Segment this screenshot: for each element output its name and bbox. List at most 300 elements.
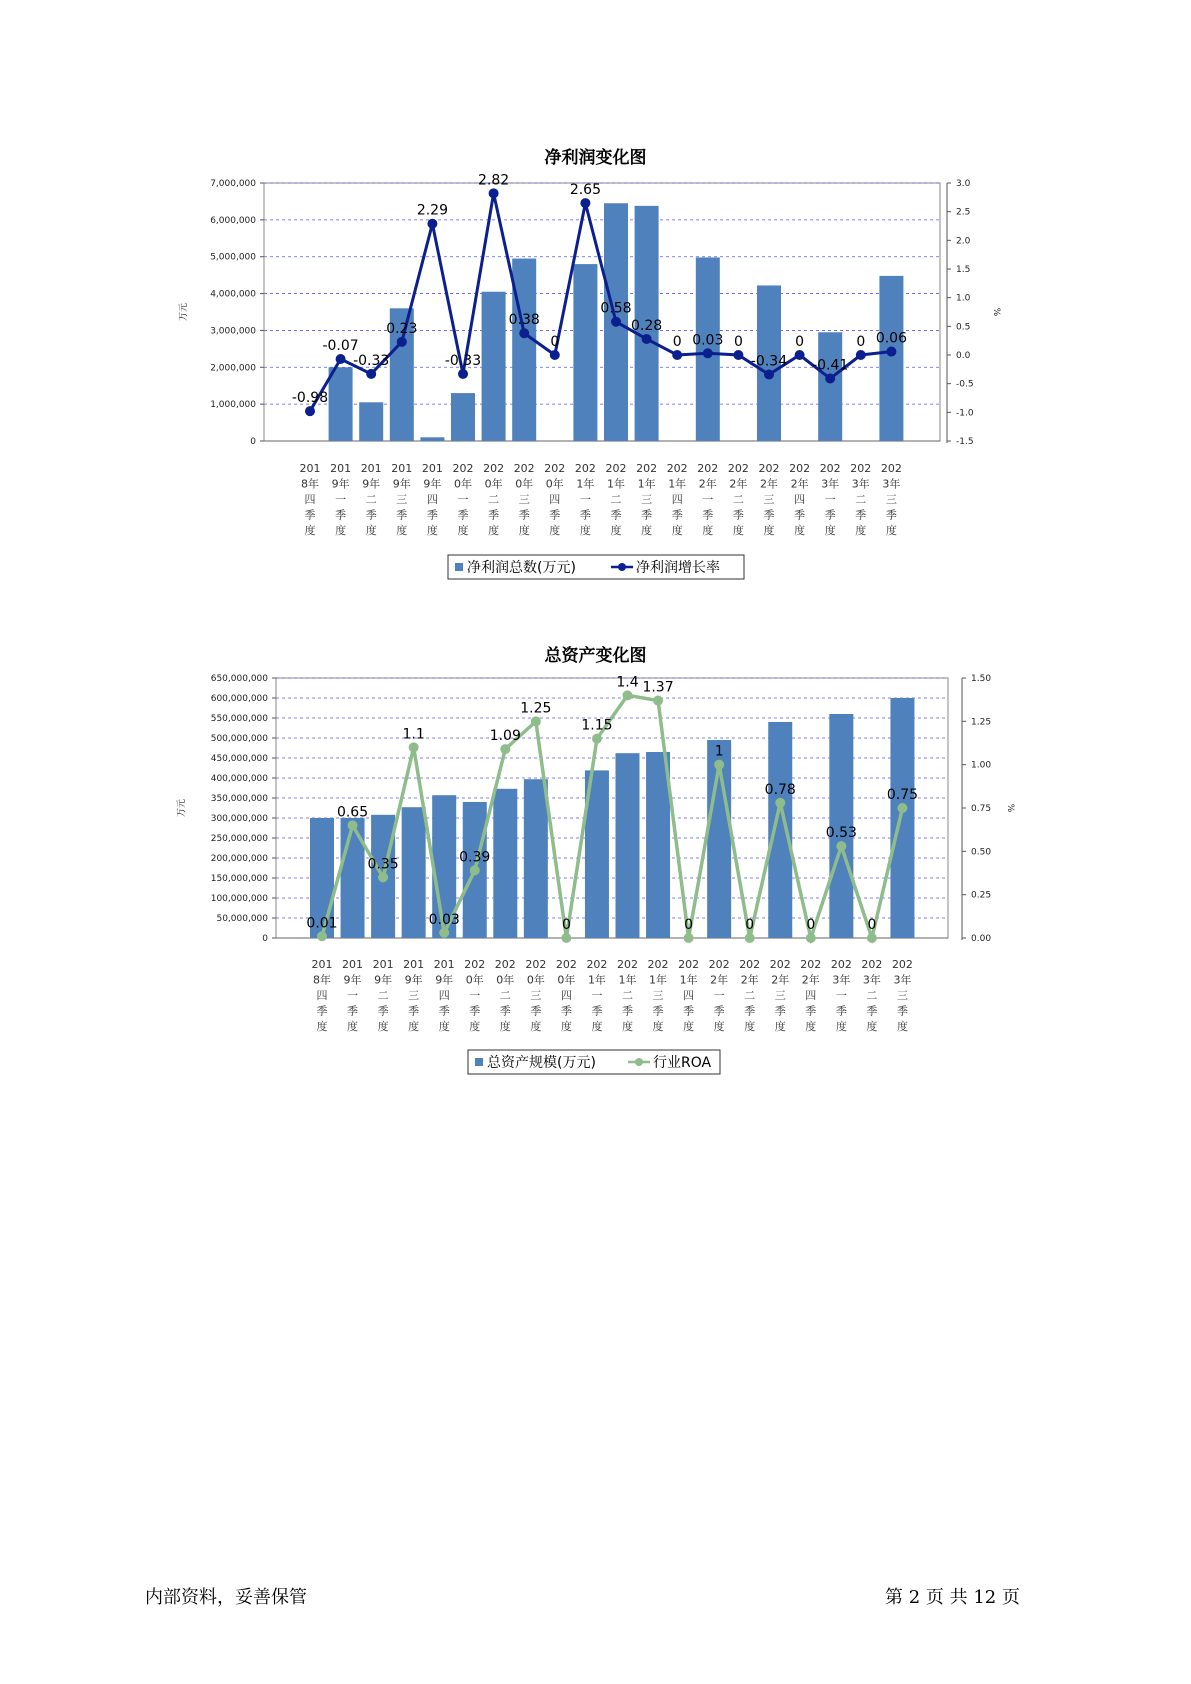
- line-point: [867, 933, 877, 943]
- line-point: [897, 803, 907, 813]
- x-category-label: 季: [794, 508, 806, 522]
- x-category-label: 三: [774, 989, 786, 1002]
- bar: [616, 753, 640, 938]
- x-category-label: 季: [377, 1004, 389, 1018]
- x-category-label: 2年: [801, 973, 820, 987]
- data-label: 0.28: [631, 317, 663, 334]
- left-tick-label: 150,000,000: [210, 874, 268, 884]
- x-category-label: 季: [885, 508, 897, 522]
- data-label: 0: [672, 334, 682, 350]
- line-point: [378, 872, 388, 882]
- x-category-label: 201: [403, 958, 425, 971]
- x-category-label: 三: [641, 493, 653, 506]
- line-point: [439, 928, 449, 938]
- x-category-label: 季: [855, 508, 867, 522]
- x-category-label: 季: [499, 1004, 511, 1018]
- data-label: 0.38: [508, 312, 540, 329]
- x-category-label: 度: [591, 1020, 603, 1033]
- left-tick-label: 3,000,000: [210, 326, 256, 337]
- x-category-label: 202: [861, 958, 883, 971]
- x-category-label: 三: [518, 493, 530, 506]
- right-tick-label: 1.0: [956, 293, 971, 304]
- x-category-label: 季: [347, 1004, 359, 1018]
- x-category-label: 2年: [729, 477, 748, 491]
- x-category-label: 0年: [526, 973, 545, 987]
- x-category-label: 度: [732, 524, 744, 537]
- data-label: 0: [561, 917, 571, 933]
- x-category-label: 0年: [496, 973, 515, 987]
- x-category-label: 3年: [882, 477, 901, 491]
- right-tick-label: 1.25: [971, 717, 992, 728]
- x-category-label: 季: [866, 1004, 878, 1018]
- x-category-label: 季: [713, 1004, 725, 1018]
- right-tick-label: -0.5: [956, 379, 974, 390]
- x-category-label: 202: [727, 462, 749, 475]
- x-category-label: 201: [421, 462, 443, 475]
- x-category-label: 2年: [760, 477, 778, 491]
- bar: [768, 722, 792, 938]
- data-label: 0: [733, 334, 743, 350]
- data-label: -0.41: [812, 357, 849, 374]
- legend-bar-swatch: [475, 1058, 483, 1066]
- legend-line-label: 净利润增长率: [636, 560, 720, 576]
- data-label: 0.06: [875, 330, 907, 347]
- x-category-label: 季: [438, 1004, 450, 1018]
- x-category-label: 2年: [698, 477, 717, 491]
- line-point: [470, 865, 480, 875]
- x-category-label: 三: [763, 493, 775, 506]
- left-tick-label: 1,000,000: [210, 400, 256, 411]
- x-category-label: 202: [678, 958, 700, 971]
- x-category-label: 度: [794, 524, 806, 537]
- right-tick-label: 1.5: [956, 265, 971, 275]
- x-category-label: 四: [549, 493, 561, 506]
- x-category-label: 9年: [343, 973, 362, 987]
- x-category-label: 季: [591, 1004, 603, 1018]
- right-axis-title: %: [991, 307, 1001, 317]
- x-category-label: 9年: [423, 477, 442, 491]
- left-tick-label: 0: [262, 934, 268, 944]
- bar: [402, 807, 426, 938]
- line-point: [806, 933, 816, 943]
- x-category-label: 9年: [404, 973, 423, 987]
- x-category-label: 四: [794, 493, 806, 506]
- left-tick-label: 5,000,000: [210, 252, 256, 263]
- legend-bar-label: 净利润总数(万元): [467, 560, 576, 576]
- x-category-label: 202: [739, 958, 761, 971]
- x-category-label: 四: [683, 989, 695, 1002]
- x-category-label: 一: [702, 493, 714, 506]
- line-point: [317, 931, 327, 941]
- x-category-label: 3年: [832, 973, 851, 987]
- x-category-label: 季: [732, 508, 744, 522]
- legend-bar-label: 总资产规模(万元): [487, 1055, 596, 1071]
- x-category-label: 度: [683, 1020, 695, 1033]
- x-category-label: 季: [457, 508, 469, 522]
- x-category-label: 四: [671, 493, 683, 506]
- line-point: [531, 716, 541, 726]
- x-category-label: 一: [835, 989, 847, 1002]
- x-category-label: 度: [347, 1020, 359, 1033]
- line-point: [684, 933, 694, 943]
- x-category-label: 一: [335, 493, 347, 506]
- data-label: 0.65: [336, 804, 369, 821]
- left-tick-label: 4,000,000: [210, 289, 256, 300]
- x-category-label: 四: [560, 989, 572, 1002]
- right-tick-label: 0.25: [971, 890, 992, 901]
- data-label: 2.82: [478, 172, 510, 189]
- x-category-label: 202: [464, 958, 486, 971]
- x-category-label: 度: [671, 524, 683, 537]
- x-category-label: 度: [641, 524, 653, 537]
- x-category-label: 202: [586, 958, 608, 971]
- data-label: 0.58: [600, 300, 632, 317]
- x-category-label: 季: [835, 1004, 847, 1018]
- x-category-label: 一: [713, 989, 725, 1002]
- right-axis-title: %: [1005, 803, 1015, 813]
- left-tick-label: 650,000,000: [210, 674, 268, 684]
- x-category-label: 三: [652, 989, 664, 1002]
- data-label: 0.03: [428, 911, 460, 928]
- x-category-label: 季: [824, 508, 836, 522]
- x-category-label: 季: [488, 508, 500, 522]
- x-category-label: 201: [433, 958, 455, 971]
- x-category-label: 季: [316, 1004, 328, 1018]
- x-category-label: 202: [800, 958, 822, 971]
- x-category-label: 9年: [392, 477, 411, 491]
- x-category-label: 2年: [771, 973, 790, 987]
- data-label: 0.39: [459, 849, 491, 866]
- x-category-label: 202: [891, 958, 913, 971]
- x-category-label: 0年: [484, 477, 503, 491]
- x-category-label: 季: [763, 508, 775, 522]
- left-tick-label: 6,000,000: [210, 215, 256, 226]
- right-tick-label: -1.0: [956, 408, 974, 419]
- line-point: [623, 690, 633, 700]
- x-category-label: 度: [408, 1020, 420, 1033]
- x-category-label: 202: [494, 958, 516, 971]
- x-category-label: 度: [774, 1020, 786, 1033]
- x-category-label: 四: [304, 493, 316, 506]
- x-category-label: 202: [452, 462, 474, 475]
- data-label: 0.75: [886, 787, 919, 803]
- x-category-label: 度: [396, 524, 408, 537]
- x-category-label: 四: [426, 493, 438, 506]
- data-label: 0: [684, 917, 694, 933]
- x-category-label: 202: [830, 958, 852, 971]
- data-label: 0.53: [825, 825, 857, 842]
- x-category-label: 202: [513, 462, 535, 475]
- x-category-label: 季: [702, 508, 714, 522]
- x-category-label: 度: [316, 1020, 328, 1033]
- right-tick-label: -1.5: [956, 437, 974, 447]
- data-label: -0.07: [322, 338, 359, 355]
- x-category-label: 三: [530, 989, 542, 1002]
- line-point: [561, 933, 571, 943]
- x-category-label: 202: [819, 462, 841, 475]
- x-category-label: 202: [708, 958, 730, 971]
- right-tick-label: 0.0: [956, 351, 971, 361]
- x-category-label: 1年: [618, 973, 637, 987]
- x-category-label: 二: [744, 989, 756, 1002]
- x-category-label: 202: [555, 958, 577, 971]
- x-category-label: 202: [617, 958, 638, 971]
- x-category-label: 1年: [607, 477, 625, 491]
- data-label: 1.1: [402, 726, 425, 743]
- x-category-label: 202: [605, 462, 627, 475]
- x-category-label: 度: [426, 524, 438, 537]
- x-category-label: 201: [360, 462, 382, 475]
- right-tick-label: 2.0: [956, 236, 971, 247]
- right-tick-label: 1.00: [971, 760, 992, 771]
- left-tick-label: 200,000,000: [210, 854, 268, 864]
- data-label: 0: [867, 917, 877, 933]
- x-category-label: 1年: [637, 477, 656, 491]
- x-category-label: 三: [885, 493, 897, 506]
- x-category-label: 9年: [331, 477, 350, 491]
- data-label: 0: [745, 917, 755, 933]
- x-category-label: 一: [579, 493, 591, 506]
- left-tick-label: 100,000,000: [210, 894, 268, 904]
- x-category-label: 季: [610, 508, 622, 522]
- x-category-label: 度: [304, 524, 316, 537]
- x-category-label: 202: [647, 958, 669, 971]
- x-category-label: 0年: [557, 973, 576, 987]
- x-category-label: 二: [622, 989, 633, 1002]
- x-category-label: 1年: [576, 477, 595, 491]
- left-tick-label: 500,000,000: [210, 734, 268, 744]
- x-category-label: 二: [488, 493, 500, 506]
- x-category-label: 度: [377, 1020, 389, 1033]
- data-label: 1.09: [489, 728, 521, 745]
- line-point: [836, 841, 846, 851]
- bar: [493, 789, 517, 938]
- x-category-label: 度: [896, 1020, 908, 1033]
- x-category-label: 度: [805, 1020, 817, 1033]
- x-category-label: 二: [499, 989, 511, 1002]
- x-category-label: 季: [896, 1004, 908, 1018]
- x-category-label: 度: [469, 1020, 481, 1033]
- x-category-label: 季: [335, 508, 347, 522]
- bar: [646, 752, 670, 938]
- right-tick-label: 0.75: [971, 804, 992, 814]
- x-category-label: 202: [483, 462, 505, 475]
- x-category-label: 一: [347, 989, 359, 1002]
- x-category-label: 3年: [862, 973, 881, 987]
- data-label: 0.35: [367, 856, 399, 873]
- x-category-label: 度: [885, 524, 897, 537]
- x-category-label: 202: [789, 462, 811, 475]
- data-label: 1.37: [642, 679, 674, 696]
- x-category-label: 202: [636, 462, 658, 475]
- bar: [890, 698, 914, 938]
- left-axis-title: 万元: [179, 302, 189, 322]
- x-category-label: 202: [697, 462, 719, 475]
- data-label: -0.34: [750, 353, 788, 370]
- x-category-label: 3年: [893, 973, 912, 987]
- x-category-label: 8年: [301, 477, 319, 491]
- x-category-label: 1年: [587, 973, 606, 987]
- left-tick-label: 600,000,000: [210, 694, 268, 704]
- x-category-label: 季: [774, 1004, 786, 1018]
- x-category-label: 202: [758, 462, 780, 475]
- x-category-label: 季: [549, 508, 561, 522]
- line-point: [348, 820, 358, 830]
- left-tick-label: 450,000,000: [210, 754, 268, 764]
- x-category-label: 201: [372, 958, 394, 971]
- x-category-label: 度: [579, 524, 591, 537]
- x-category-label: 0年: [545, 477, 564, 491]
- x-category-label: 季: [530, 1004, 542, 1018]
- line-point: [409, 742, 419, 752]
- x-category-label: 0年: [515, 477, 534, 491]
- x-category-label: 9年: [374, 973, 393, 987]
- left-tick-label: 350,000,000: [210, 794, 268, 804]
- x-category-label: 季: [579, 508, 591, 522]
- left-tick-label: 50,000,000: [216, 914, 268, 924]
- x-category-label: 9年: [362, 477, 381, 491]
- data-label: 1.4: [616, 674, 639, 691]
- left-tick-label: 0: [250, 437, 256, 447]
- data-label: 2.29: [416, 202, 448, 219]
- x-category-label: 度: [365, 524, 377, 537]
- x-category-label: 1年: [649, 973, 668, 987]
- legend-line-marker: [635, 1058, 643, 1066]
- left-tick-label: 2,000,000: [210, 363, 256, 374]
- x-category-label: 2年: [790, 477, 809, 491]
- right-tick-label: 1.50: [971, 674, 992, 684]
- data-label: 0.78: [764, 781, 796, 798]
- x-category-label: 201: [342, 958, 364, 971]
- x-category-label: 季: [683, 1004, 695, 1018]
- x-category-label: 1年: [679, 973, 698, 987]
- x-category-label: 度: [560, 1020, 572, 1033]
- x-category-label: 201: [391, 462, 413, 475]
- x-category-label: 季: [426, 508, 438, 522]
- left-tick-label: 300,000,000: [210, 814, 268, 824]
- right-tick-label: 3.0: [956, 179, 971, 189]
- x-category-label: 季: [805, 1004, 817, 1018]
- x-category-label: 202: [574, 462, 596, 475]
- x-category-label: 202: [525, 958, 547, 971]
- x-category-label: 度: [866, 1020, 878, 1033]
- x-category-label: 一: [824, 493, 836, 506]
- data-label: 0: [856, 334, 866, 350]
- right-tick-label: 2.5: [956, 207, 971, 218]
- line-point: [714, 760, 724, 770]
- data-label: 1.25: [520, 700, 552, 717]
- x-category-label: 度: [488, 524, 500, 537]
- x-category-label: 2年: [710, 973, 729, 987]
- x-category-label: 度: [824, 524, 836, 537]
- x-category-label: 一: [469, 989, 481, 1002]
- x-category-label: 0年: [465, 973, 484, 987]
- x-category-label: 度: [622, 1020, 633, 1033]
- line-point: [775, 798, 785, 808]
- x-category-label: 度: [518, 524, 530, 537]
- chart2-title: 总资产变化图: [544, 646, 647, 666]
- x-category-label: 8年: [313, 973, 331, 987]
- x-category-label: 季: [396, 508, 408, 522]
- x-category-label: 度: [438, 1020, 450, 1033]
- x-category-label: 9年: [435, 973, 454, 987]
- chart1-title: 净利润变化图: [544, 148, 647, 168]
- data-label: 0.01: [306, 915, 338, 932]
- x-category-label: 202: [544, 462, 566, 475]
- x-category-label: 四: [438, 989, 450, 1002]
- x-category-label: 季: [622, 1004, 633, 1018]
- bar: [524, 779, 548, 938]
- data-label: 0: [795, 334, 805, 350]
- left-tick-label: 250,000,000: [210, 834, 268, 844]
- x-category-label: 季: [560, 1004, 572, 1018]
- data-label: 0.23: [386, 320, 418, 337]
- x-category-label: 二: [365, 493, 377, 506]
- x-category-label: 季: [304, 508, 316, 522]
- x-category-label: 季: [365, 508, 377, 522]
- x-category-label: 二: [377, 989, 389, 1002]
- data-label: 2.65: [569, 182, 601, 199]
- x-category-label: 季: [469, 1004, 481, 1018]
- left-axis-title: 万元: [177, 798, 187, 818]
- x-category-label: 201: [299, 462, 321, 475]
- x-category-label: 度: [549, 524, 561, 537]
- x-category-label: 一: [457, 493, 469, 506]
- x-category-label: 四: [805, 989, 817, 1002]
- x-category-label: 度: [713, 1020, 725, 1033]
- x-category-label: 季: [744, 1004, 756, 1018]
- x-category-label: 季: [671, 508, 683, 522]
- right-tick-label: 0.50: [971, 847, 992, 858]
- x-category-label: 季: [408, 1004, 420, 1018]
- x-category-label: 二: [866, 989, 878, 1002]
- x-category-label: 度: [610, 524, 622, 537]
- x-category-label: 2年: [740, 973, 759, 987]
- legend-line-label: 行业ROA: [653, 1055, 712, 1071]
- x-category-label: 202: [850, 462, 872, 475]
- x-category-label: 度: [335, 524, 347, 537]
- x-category-label: 度: [652, 1020, 664, 1033]
- data-label: 1: [714, 743, 724, 760]
- data-label: 0: [806, 917, 816, 933]
- bar: [341, 818, 365, 938]
- x-category-label: 度: [702, 524, 714, 537]
- x-category-label: 202: [880, 462, 902, 475]
- data-label: -0.98: [291, 390, 329, 407]
- data-label: 1.15: [581, 717, 613, 734]
- data-label: 0.03: [692, 332, 724, 349]
- x-category-label: 三: [408, 989, 420, 1002]
- x-category-label: 3年: [851, 477, 870, 491]
- x-category-label: 3年: [821, 477, 840, 491]
- left-tick-label: 7,000,000: [210, 179, 256, 189]
- x-category-label: 0年: [454, 477, 472, 491]
- x-category-label: 季: [518, 508, 530, 522]
- x-category-label: 度: [835, 1020, 847, 1033]
- line-point: [745, 933, 755, 943]
- data-label: -0.33: [353, 352, 390, 369]
- data-label: 0: [550, 334, 560, 350]
- x-category-label: 度: [744, 1020, 756, 1033]
- x-category-label: 度: [763, 524, 775, 537]
- x-category-label: 度: [530, 1020, 542, 1033]
- line-point: [592, 734, 602, 744]
- right-tick-label: 0.5: [956, 322, 971, 333]
- x-category-label: 二: [855, 493, 867, 506]
- x-category-label: 度: [499, 1020, 511, 1033]
- x-category-label: 202: [666, 462, 688, 475]
- line-point: [653, 696, 663, 706]
